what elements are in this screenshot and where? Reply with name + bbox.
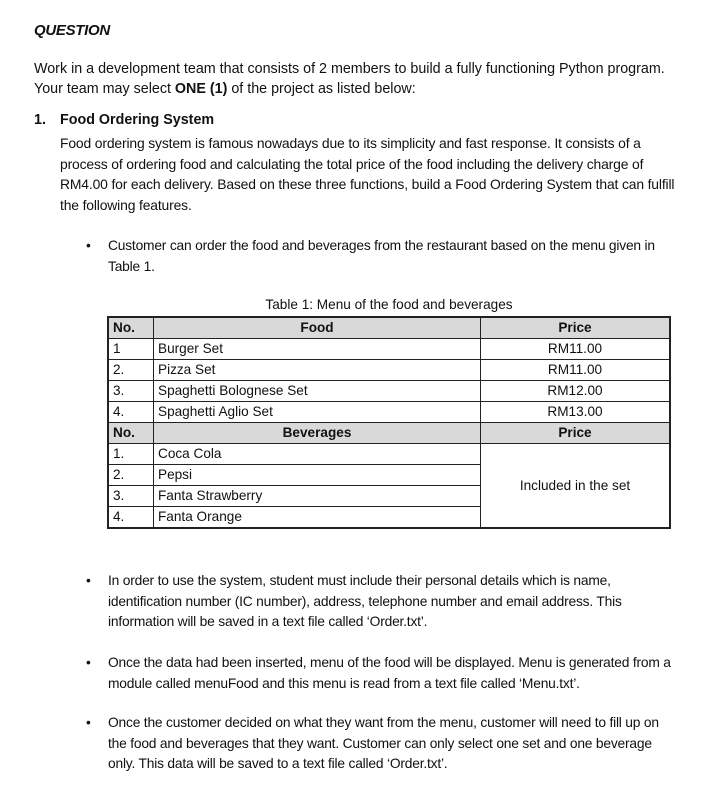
row-food: Burger Set <box>154 339 481 360</box>
project-item-number: 1. <box>34 112 46 128</box>
table-row <box>108 444 670 465</box>
project-item-name: Food Ordering System <box>60 112 215 128</box>
header-price: Price <box>481 423 671 444</box>
header-no: No. <box>108 317 154 339</box>
bullet-icon: • <box>86 655 91 670</box>
bullet-icon: • <box>86 573 91 588</box>
intro-bold: ONE (1) <box>174 81 228 97</box>
row-price: RM11.00 <box>481 360 671 381</box>
row-food: Pizza Set <box>154 360 481 381</box>
row-beverage: Pepsi <box>154 465 481 486</box>
header-no: No. <box>108 423 154 444</box>
project-description: Food ordering system is famous nowadays due to its simplicity and fast response. It consists of a process of ordering food and calculating the total price of the food including the delivery charge of RM4.00 for each delivery. Based on these three functions, build a Food Ordering System that can fulfill the following features. <box>60 135 675 213</box>
table-caption: Table 1: Menu of the food and beverages <box>265 297 513 312</box>
bullet-icon: • <box>86 238 91 253</box>
intro-text-1: Work in a development team that consists of 2 members to build a fully functioning Python program. Your team may select <box>34 61 665 97</box>
beverage-header-row <box>108 423 670 444</box>
bullet-text: In order to use the system, student must include their personal details which is name, identification number (IC number), address, telephone number and email address. This information will be saved in a text file called ‘Order.txt’. <box>108 573 622 629</box>
included-note: Included in the set <box>481 444 671 529</box>
row-no: 3. <box>108 381 154 402</box>
row-food: Spaghetti Bolognese Set <box>154 381 481 402</box>
row-no: 4. <box>108 402 154 423</box>
row-beverage: Coca Cola <box>154 444 481 465</box>
table-row <box>108 339 670 360</box>
intro-paragraph <box>34 59 684 99</box>
bullet-icon: • <box>86 715 91 730</box>
bullet-text: Once the customer decided on what they want from the menu, customer will need to fill up on the food and beverages that they want. Customer can only select one set and one beverage only. This data will be saved to a text file called ‘Order.txt’. <box>108 715 659 771</box>
intro-text-2: of the project as listed below: <box>227 81 416 97</box>
row-no: 2. <box>108 360 154 381</box>
project-item-title <box>34 112 214 128</box>
food-header-row <box>108 317 670 339</box>
bullet-text: Customer can order the food and beverages from the restaurant based on the menu given in Table 1. <box>108 238 655 274</box>
table-row <box>108 402 670 423</box>
row-price: RM11.00 <box>481 339 671 360</box>
header-beverages: Beverages <box>154 423 481 444</box>
row-no: 4. <box>108 507 154 529</box>
table-row <box>108 360 670 381</box>
row-price: RM13.00 <box>481 402 671 423</box>
row-beverage: Fanta Strawberry <box>154 486 481 507</box>
menu-table <box>107 316 671 529</box>
question-heading: QUESTION <box>34 22 110 39</box>
row-no: 1. <box>108 444 154 465</box>
row-no: 3. <box>108 486 154 507</box>
row-food: Spaghetti Aglio Set <box>154 402 481 423</box>
header-food: Food <box>154 317 481 339</box>
row-beverage: Fanta Orange <box>154 507 481 529</box>
header-price: Price <box>481 317 671 339</box>
bullet-text: Once the data had been inserted, menu of the food will be displayed. Menu is generated from a module called menuFood and this menu is read from a text file called ‘Menu.txt’. <box>108 655 671 691</box>
row-price: RM12.00 <box>481 381 671 402</box>
row-no: 2. <box>108 465 154 486</box>
row-no: 1 <box>108 339 154 360</box>
table-row <box>108 381 670 402</box>
